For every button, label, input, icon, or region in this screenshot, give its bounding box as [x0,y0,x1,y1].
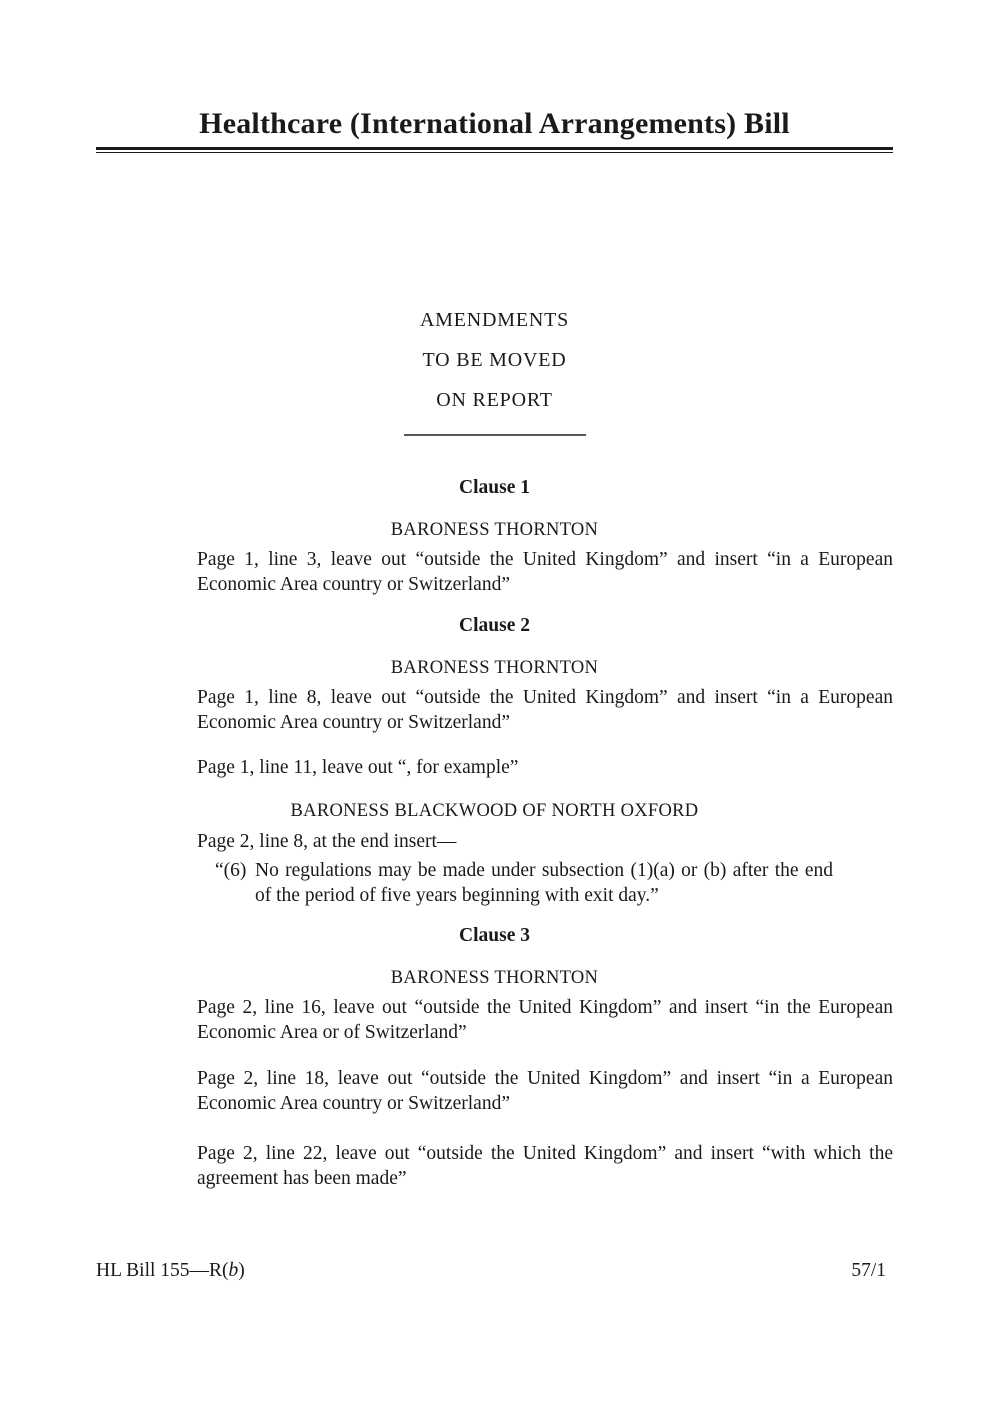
bill-ref-italic-letter: b [228,1260,239,1281]
subsection-text: No regulations may be made under subsection (1)(a) or (b) after the end of the period of five years beginning with exit day.” [255,860,833,906]
subsection-marker: “(6) [215,860,247,881]
clause-2-sponsor-thornton: BARONESS THORNTON [390,658,599,678]
clause-1-heading: Clause 1 [459,477,530,498]
clause-3-amendment-2: Page 2, line 18, leave out “outside the United Kingdom” and insert “in a European Economic Area country or Switzerland” [197,1068,893,1114]
footer-bill-reference [96,1258,245,1283]
clause-2-amendment-2: Page 1, line 11, leave out “, for example” [197,757,519,778]
stage-line-to-be-moved: TO BE MOVED [422,349,567,371]
clause-3-amendment-3: Page 2, line 22, leave out “outside the United Kingdom” and insert “with which the agreement has been made” [197,1143,893,1189]
clause-3-sponsor: BARONESS THORNTON [390,968,599,988]
bill-ref-suffix: ) [238,1260,245,1281]
stage-heading [96,300,893,420]
clause-3-amendment-1: Page 2, line 16, leave out “outside the United Kingdom” and insert “in the European Economic Area or of Switzerland” [197,997,893,1043]
bill-ref-prefix: HL Bill 155—R( [96,1260,229,1281]
clause-2-amendment-3-lead: Page 2, line 8, at the end insert— [197,831,457,852]
clause-2-sponsor-blackwood: BARONESS BLACKWOOD OF NORTH OXFORD [290,801,699,821]
stage-separator-rule [404,434,586,436]
clause-1-amendment-1: Page 1, line 3, leave out “outside the United Kingdom” and insert “in a European Economic Area country or Switzerland” [197,549,893,595]
stage-line-on-report: ON REPORT [436,389,553,411]
page-content [96,0,893,1191]
document-title: Healthcare (International Arrangements) Bill [199,107,790,140]
clause-2-heading: Clause 2 [459,615,530,636]
stage-line-amendments: AMENDMENTS [419,309,570,331]
clause-2-amendment-3-inset [215,858,893,908]
footer-page-reference: 57/1 [851,1260,886,1281]
page-footer [96,1258,886,1283]
clause-1-sponsor: BARONESS THORNTON [390,520,599,540]
title-double-rule [96,147,893,153]
clause-2-amendment-1: Page 1, line 8, leave out “outside the United Kingdom” and insert “in a European Economic Area country or Switzerland” [197,687,893,733]
clause-3-heading: Clause 3 [459,925,530,946]
